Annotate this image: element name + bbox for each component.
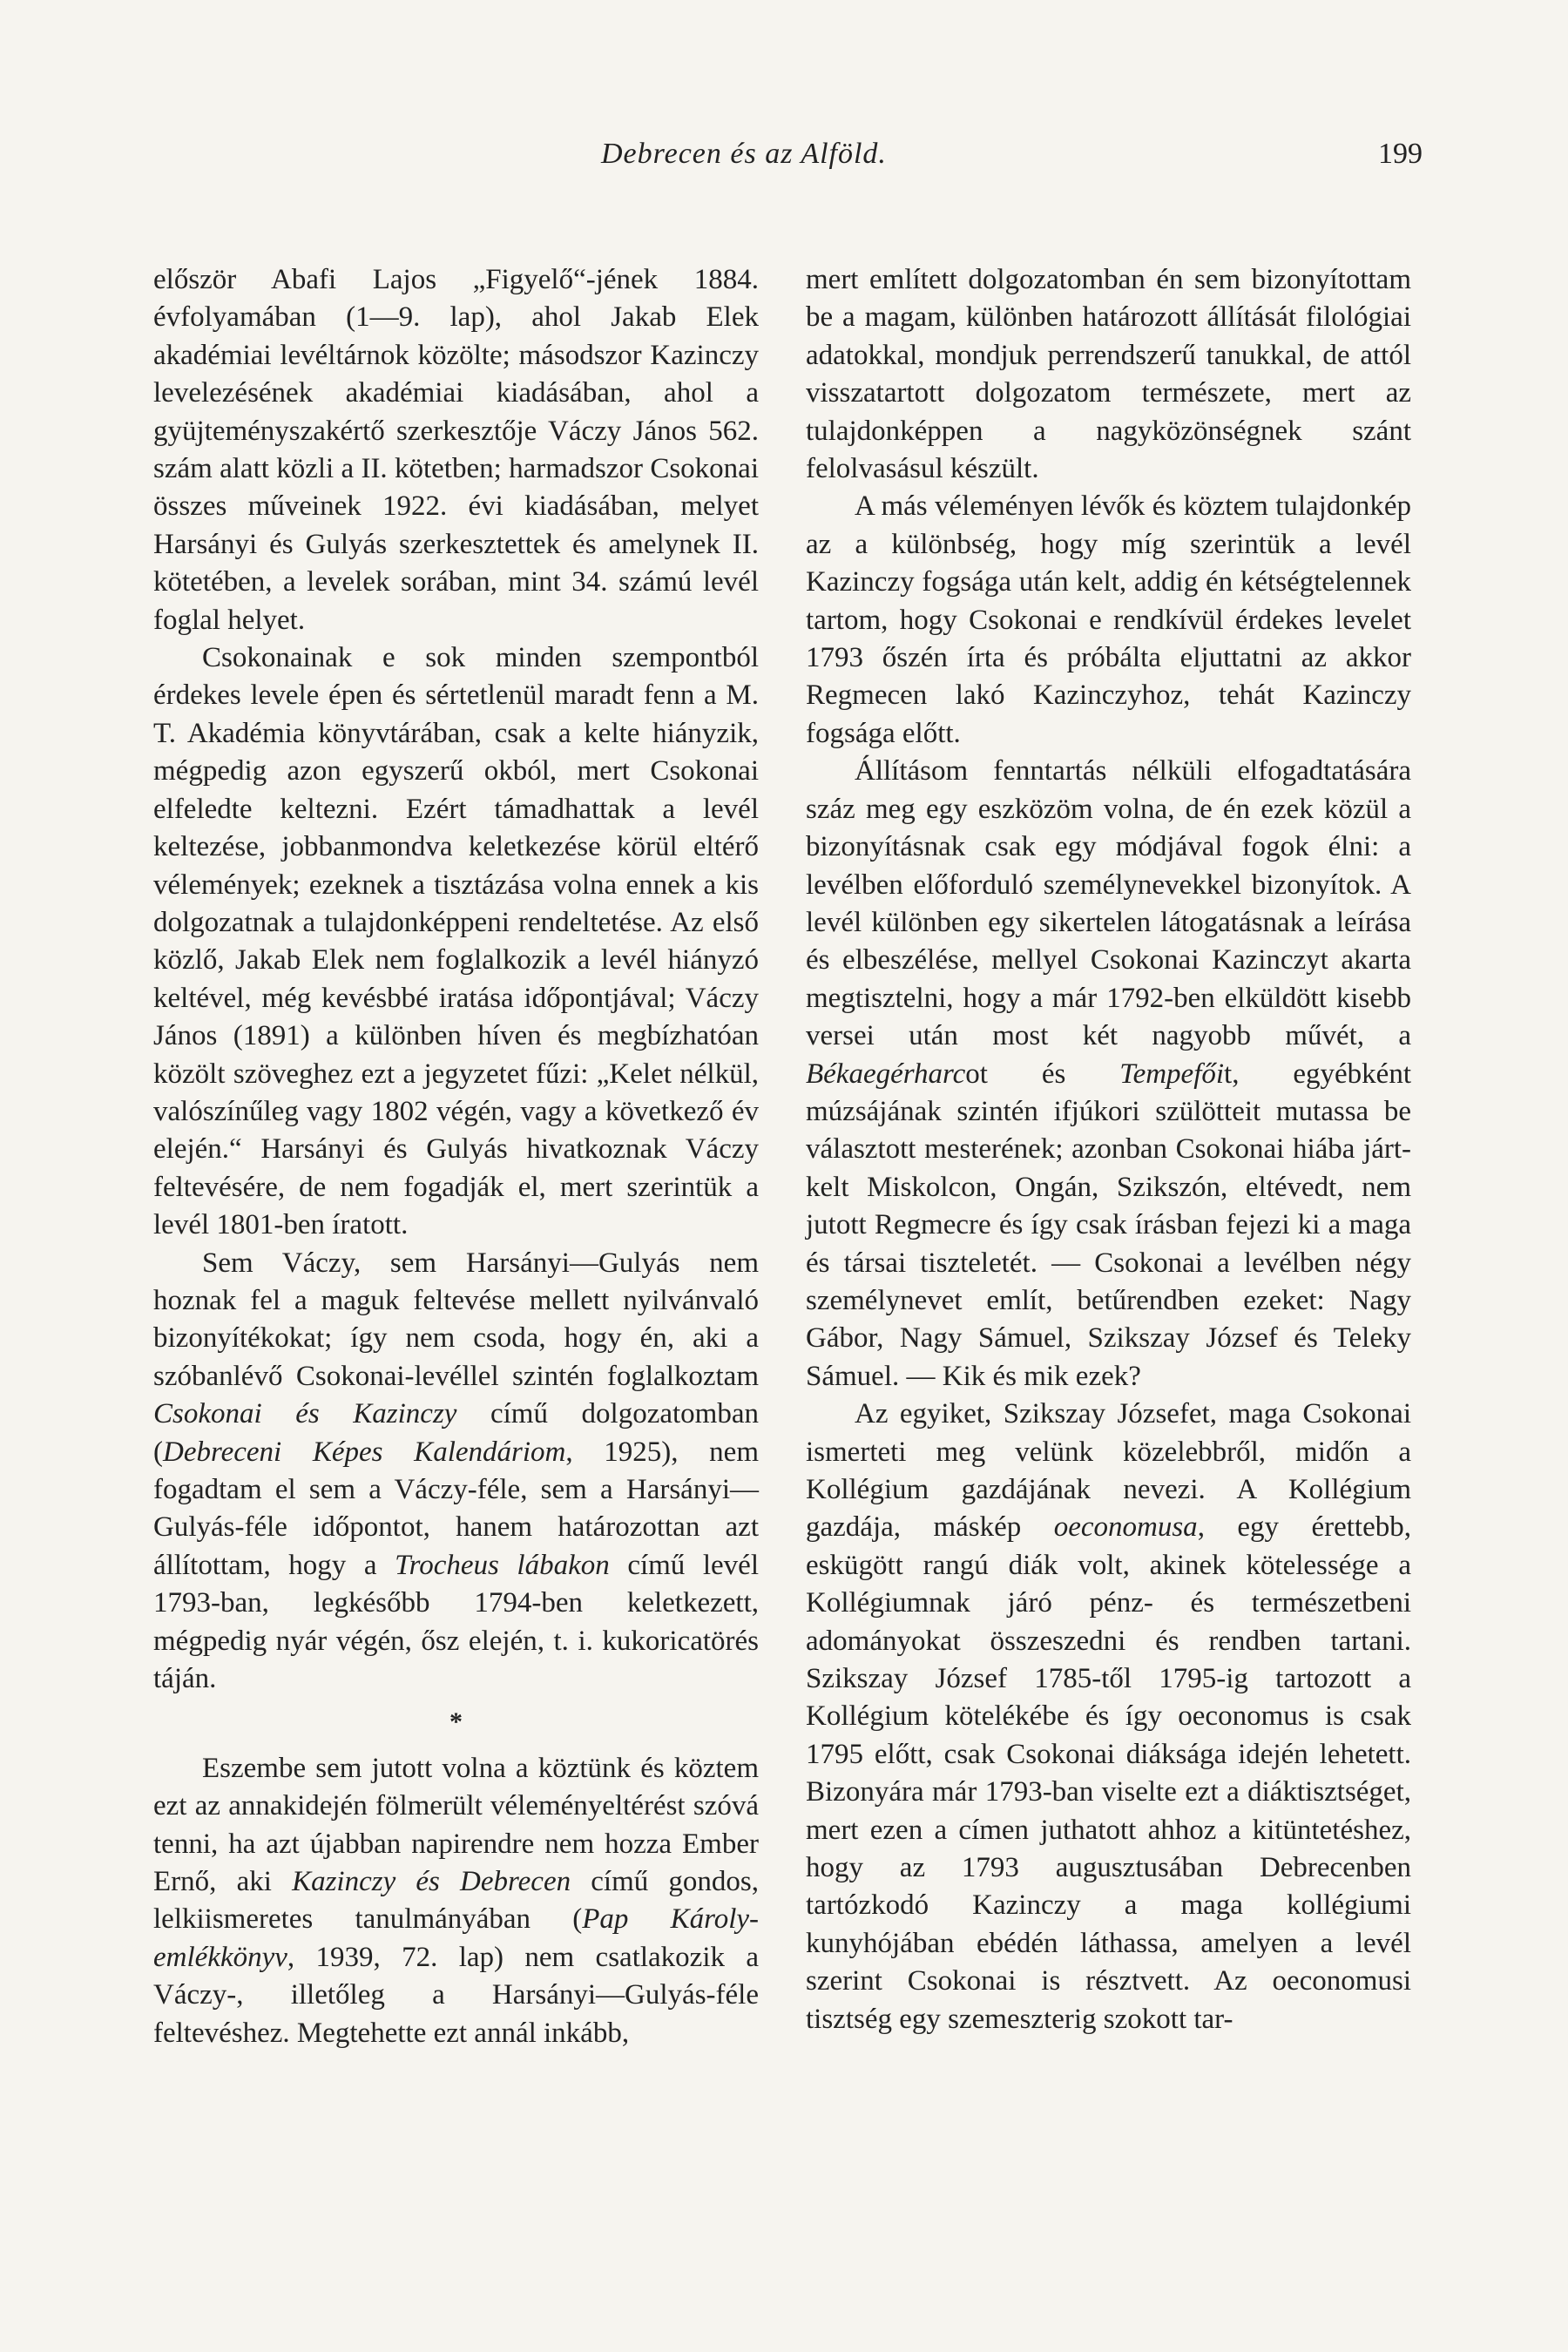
running-head: Debrecen és az Alföld. <box>601 138 887 170</box>
italic-title: Trocheus lábakon <box>395 1549 610 1581</box>
text-run: című gondos, lelkiismeretes tanulmányában ( <box>153 1866 760 1936</box>
right-column <box>806 261 1411 2038</box>
section-asterism: * <box>449 1707 463 1737</box>
italic-title: Kazinczy és Debrecen <box>292 1866 571 1898</box>
paragraph <box>806 1396 1411 2038</box>
paragraph: Csokonainak e sok minden szempontból érdekes levele épen és sértetlenül maradt fenn a M. T. Akadémia könyvtárában, csak a kelte hiányzik, mégpedig azon egyszerű okból, mert Csokonai elfeledte keltezni. Ezért támadhattak a levél keltezése, jobbanmondva keletkezése körül eltérő vélemények; ezeknek a tisztázása volna ennek a kis dolgozatnak a tulajdonképpeni rendeltetése. Az első közlő, Jakab Elek nem foglalkozik a levél hiányzó keltével, még kevésbbé iratása időpontjával; Váczy János (1891) a különben híven és megbízhatóan közölt szöveghez ezt a jegyzetet fűzi: „Kelet nélkül, valószínűleg vagy 1802 végén, vagy a következő év elején.“ Harsányi és Gulyás hivatkoznak Váczy feltevésére, de nem fogadják el, mert szerintük a levél 1801-ben íratott. <box>153 642 759 1241</box>
paragraph <box>806 753 1411 1396</box>
text-run: Sem Váczy, sem Harsányi—Gulyás nem hoznak fel a maguk feltevése mellett nyilvánvaló bizonyítékokat; így nem csoda, hogy én, aki a szóbanlévő Csokonai-levéllel szintén foglalkoztam <box>153 1247 759 1392</box>
paragraph: mert említett dolgozatomban én sem bizonyítottam be a magam, különben határozott állítását filológiai adatokkal, mondjuk perrendszerű tanukkal, de attól visszatartott dolgozatom természete, mert az tulajdonképpen a nagyközönségnek szánt felolvasásul készült. <box>806 264 1411 485</box>
text-run: , egy érettebb, eskügött rangú diák volt, akinek kötelessége a Kollégiumnak járó pénz- és természetbeni adományokat összeszedni és rendben tartani. Szikszay József 1785-től 1795-ig tartozott a Kollégium kötelékébe és így oeconomus is csak 1795 előtt, csak Csokonai diáksága idején lehetett. Bizonyára már 1793-ban viselte ezt a diáktisztséget, mert ezen a címen juthatott ahhoz a kitüntetéshez, hogy az 1793 augusztusában Debrecenben tartózkodó Kazinczy a maga kollégiumi kunyhójában ebédén láthassa, amelyen a levél szerint Csokonai is résztvett. Az oeconomusi tisztség egy szemeszterig szokott tar- <box>806 1511 1411 2035</box>
text-run: , 1939, 72. lap) nem csatlakozik a Váczy-, illetőleg a Harsányi—Gulyás-féle feltevéshez. Megtehette ezt annál inkább, <box>153 1941 759 2049</box>
text-run: ot és <box>965 1058 1120 1090</box>
text-run: Az egyiket, Szikszay Józsefet, maga Csokonai ismerteti meg velünk közelebbről, midőn a Kollégium gazdájának nevezi. A Kollégium gazdája, máskép <box>806 1398 1411 1544</box>
left-column <box>153 261 759 2052</box>
text-run: című dolgozatomban ( <box>153 1398 759 1468</box>
paragraph <box>153 1245 759 1699</box>
paragraph <box>153 1750 759 2052</box>
page-number: 199 <box>1378 138 1423 170</box>
paragraph: először Abafi Lajos „Figyelő“-jének 1884. évfolyamában (1—9. lap), ahol Jakab Elek akadémiai levéltárnok közölte; másodszor Kazinczy levelezésének akadémiai kiadásában, ahol a gyüjteményszakértő szerkesztője Váczy János 562. szám alatt közli a II. kötetben; harmadszor Csokonai összes műveinek 1922. évi kiadásában, melyet Harsányi és Gulyás szerkesztettek és amelynek II. kötetében, a levelek sorában, mint 34. számú levél foglal helyet. <box>153 264 759 636</box>
italic-title: Pap Károly-emlékkönyv <box>153 1903 760 1973</box>
text-run: Eszembe sem jutott volna a köztünk és köztem ezt az annakidején fölmerült véleményeltérést szóvá tenni, ha azt újabban napirendre nem hozza Ember Ernő, aki <box>153 1752 759 1898</box>
text-run: , 1925), nem fogadtam el sem a Váczy-féle, sem a Harsányi—Gulyás-féle időpontot, hanem határozottan azt állítottam, hogy a <box>153 1436 759 1581</box>
italic-title: Békaegérharc <box>806 1058 966 1090</box>
text-run: című levél 1793-ban, legkésőbb 1794-ben keletkezett, mégpedig nyár végén, ősz elején, t. i. kukoricatörés táján. <box>153 1549 759 1695</box>
text-run: t, egyébként múzsájának szintén ifjúkori szülötteit mutassa be választott mesterének; azonban Csokonai hiába járt-kelt Miskolcon, Ongán, Szikszón, eltévedt, nem jutott Regmecre és így csak írásban fejezi ki a maga és társai tiszteletét. — Csokonai a levélben négy személynevet említ, betűrendben ezeket: Nagy Gábor, Nagy Sámuel, Szikszay József és Teleky Sámuel. — Kik és mik ezek? <box>806 1058 1411 1392</box>
italic-term: oeconomusa <box>1053 1511 1198 1544</box>
italic-title: Tempefői <box>1119 1058 1225 1090</box>
italic-title: Debreceni Képes Kalendáriom <box>163 1436 566 1468</box>
italic-title: Csokonai és Kazinczy <box>153 1398 457 1430</box>
text-run: Állításom fenntartás nélküli elfogadtatására száz meg egy eszközöm volna, de én ezek közül a bizonyításnak csak egy módjával fogok élni: a levélben előforduló személynevekkel bizonyítok. A levél különben egy sikertelen látogatásnak a leírása és elbeszélése, mellyel Csokonai Kazinczyt akarta megtisztelni, hogy a már 1792-ben elküldött kisebb versei után most két nagyobb művét, a <box>806 755 1411 1052</box>
paragraph: A más véleményen lévők és köztem tulajdonkép az a különbség, hogy míg szerintük a levél Kazinczy fogsága után kelt, addig én kétségtelennek tartom, hogy Csokonai e rendkívül érdekes levelet 1793 őszén írta és próbálta eljuttatni az akkor Regmecen lakó Kazinczyhoz, tehát Kazinczy fogsága előtt. <box>806 490 1411 749</box>
